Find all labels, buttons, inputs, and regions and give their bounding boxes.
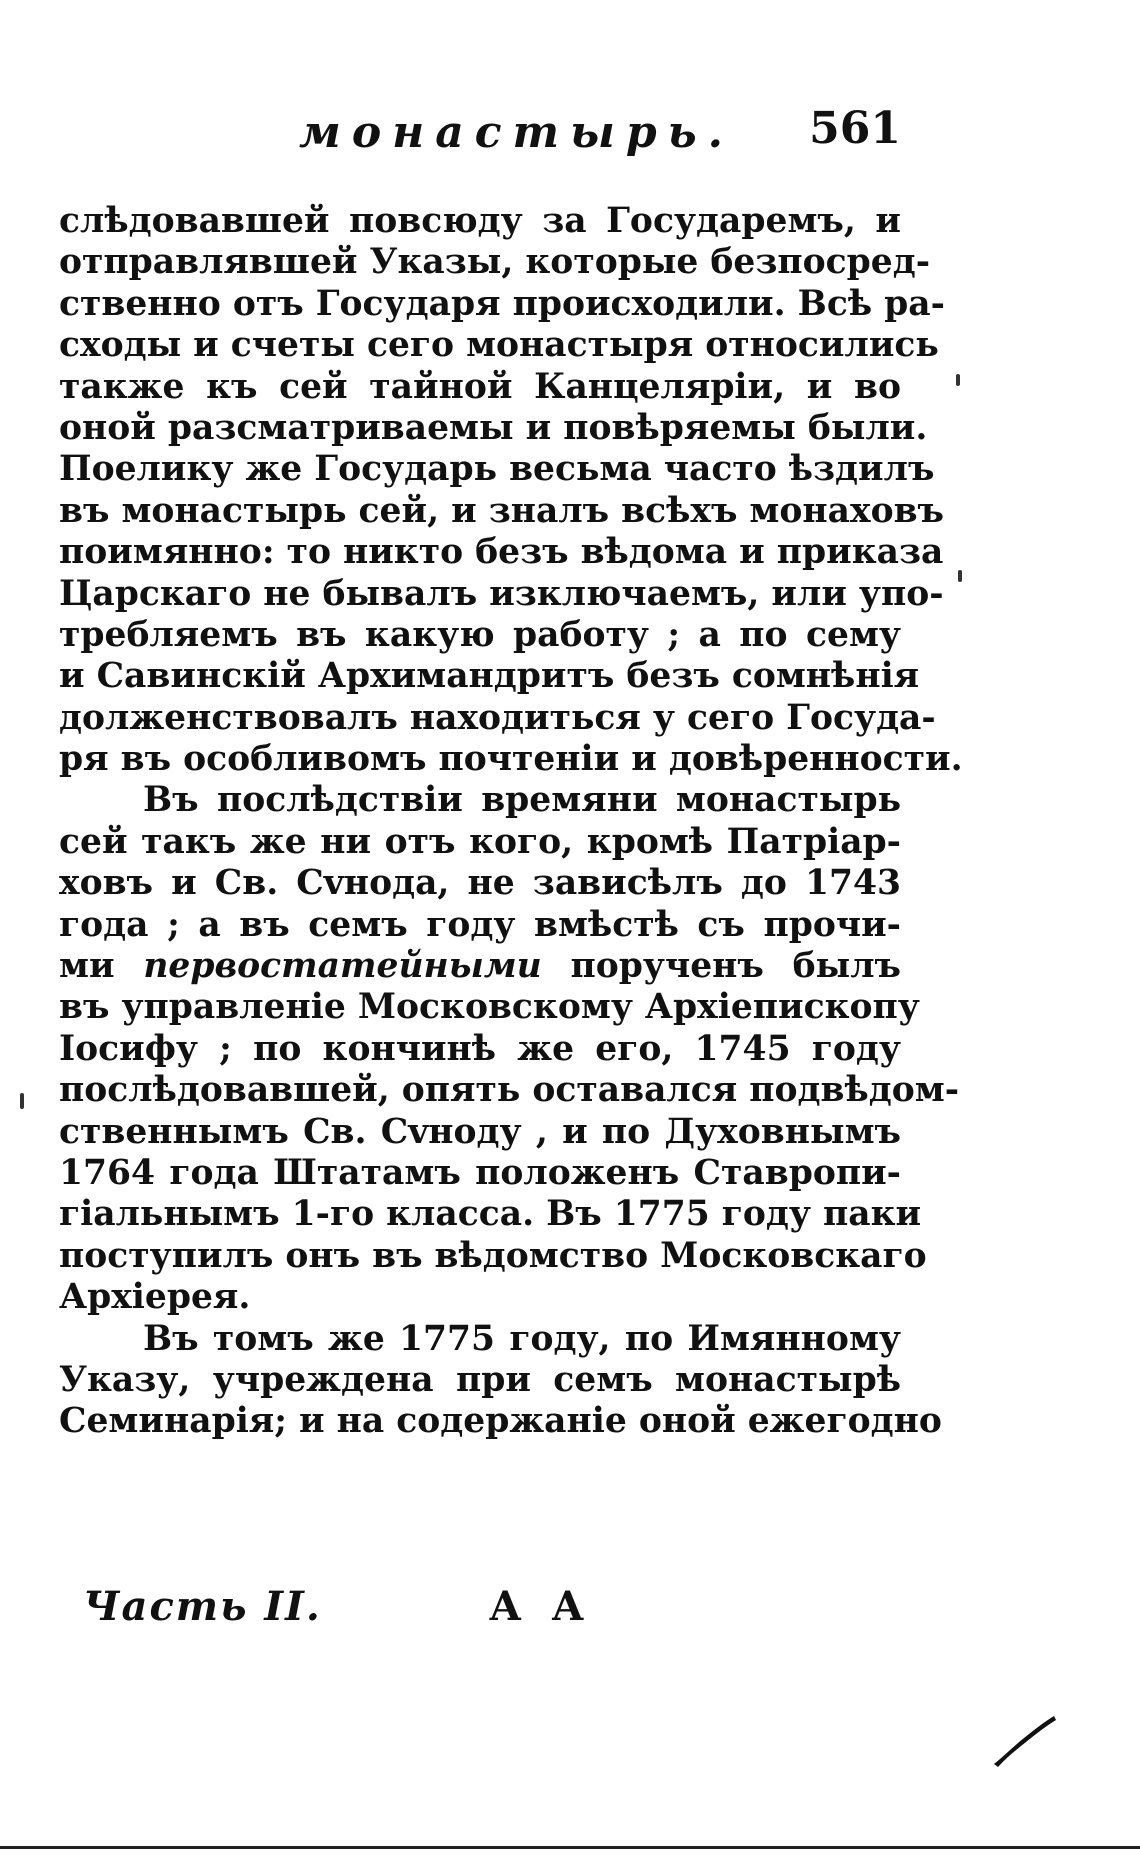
ink-speck — [20, 1093, 24, 1109]
text-line: поступилъ онъ въ вѣдомство Московскаго — [59, 1235, 927, 1276]
paragraph-end-line: Архіерея. — [59, 1277, 251, 1318]
text-line: сходы и счеты сего монастыря относились — [59, 325, 939, 366]
text-line: въ монастырь сей, и зналъ всѣхъ монаховъ — [59, 490, 945, 531]
text-line: оной разсматриваемы и повѣряемы были. — [59, 407, 928, 448]
running-title: монастырь. — [299, 107, 734, 158]
text-line: Семинарія; и на содержаніе оной ежегодно — [59, 1401, 942, 1442]
body-text — [59, 201, 963, 1443]
text-line: поимянно: то никто безъ вѣдома и приказа — [59, 532, 944, 573]
text-line: требляемъ въ какую работу ; а по сему — [59, 614, 901, 655]
catchword: А А — [489, 1583, 593, 1630]
text-line: также къ сей тайной Канцеляріи, и во — [59, 366, 901, 407]
line-suffix: порученъ былъ — [570, 946, 901, 987]
ink-speck — [956, 374, 960, 386]
page-number: 561 — [809, 103, 901, 154]
text-line: ховъ и Св. Сvнода, не зависѣлъ до 1743 — [59, 863, 901, 904]
italic-word: первостатейными — [143, 946, 542, 987]
text-line: сей такъ же ни отъ кого, кромѣ Патріар- — [59, 821, 901, 862]
paragraph-start-line: Въ томъ же 1775 году, по Имянному — [143, 1318, 901, 1359]
text-line: долженствовалъ находиться у сего Госуда- — [59, 697, 936, 738]
text-line: Поелику же Государь весьма часто ѣздилъ — [59, 449, 935, 490]
text-line: года ; а въ семъ году вмѣстѣ съ прочи- — [59, 904, 901, 945]
text-line: ственно отъ Государя происходили. Всѣ ра- — [59, 283, 945, 324]
text-line: отправлявшей Указы, которые безпосред- — [59, 242, 931, 283]
ink-stroke-mark — [990, 1712, 1058, 1768]
page-footer — [59, 1582, 901, 1634]
text-line: въ управленіе Московскому Архіепископу — [59, 987, 920, 1028]
text-line: гіальнымъ 1-го класса. Въ 1775 году паки — [59, 1194, 922, 1235]
ink-speck — [958, 570, 962, 582]
text-line: 1764 года Штатамъ положенъ Ставропи- — [59, 1152, 901, 1193]
text-line: и Савинскій Архимандритъ безъ сомнѣнія — [59, 656, 920, 697]
paragraph-end-line: ря въ особливомъ почтеніи и довѣренности. — [59, 739, 963, 780]
text-line: Царскаго не бывалъ изключаемъ, или упо- — [59, 573, 944, 614]
text-line: Указу, учреждена при семъ монастырѣ — [59, 1359, 901, 1400]
signature-mark: Часть II. — [83, 1583, 322, 1630]
text-line: ственнымъ Св. Сvноду , и по Духовнымъ — [59, 1111, 901, 1152]
text-line: послѣдовавшей, опять оставался подвѣдом- — [59, 1070, 960, 1111]
text-line: Іосифу ; по кончинѣ же его, 1745 году — [59, 1028, 901, 1069]
paragraph-start-line: Въ послѣдствіи времяни монастырь — [143, 780, 901, 821]
page-header — [59, 104, 901, 164]
line-prefix: ми — [59, 946, 115, 987]
bottom-edge-rule — [0, 1846, 1140, 1849]
text-line: слѣдовавшей повсюду за Государемъ, и — [59, 201, 901, 241]
text-line-with-italic — [59, 946, 901, 987]
